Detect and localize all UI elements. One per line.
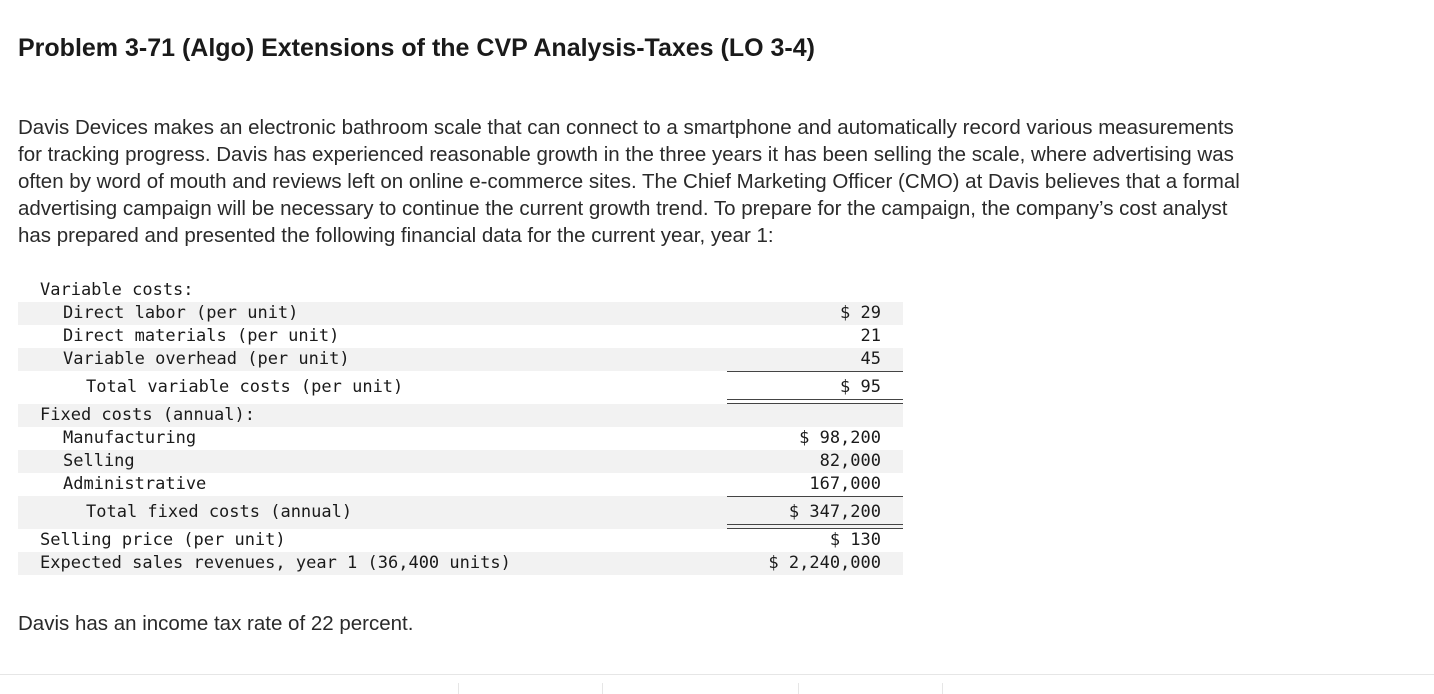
table-row — [18, 348, 903, 371]
intro-line: Davis Devices makes an electronic bathroom scale that can connect to a smartphone and automatically record various measurements — [18, 116, 1234, 139]
table-row — [18, 450, 903, 473]
selling-label: Selling — [63, 451, 135, 471]
manufacturing-label: Manufacturing — [63, 428, 197, 448]
selling-price-label: Selling price (per unit) — [40, 530, 286, 550]
table-row — [18, 302, 903, 325]
administrative-label: Administrative — [63, 474, 207, 494]
total-fixed-label: Total fixed costs (annual) — [86, 502, 353, 522]
direct-materials-value: 21 — [860, 326, 881, 346]
variable-overhead-label: Variable overhead (per unit) — [63, 349, 350, 369]
direct-materials-label: Direct materials (per unit) — [63, 326, 340, 346]
intro-line: has prepared and presented the following financial data for the current year, year 1: — [18, 224, 774, 247]
variable-overhead-value: 45 — [860, 349, 881, 369]
problem-title: Problem 3-71 (Algo) Extensions of the CVP Analysis-Taxes (LO 3-4) — [18, 34, 815, 62]
total-variable-value: $ 95 — [840, 377, 881, 397]
variable-costs-header: Variable costs: — [40, 280, 194, 300]
direct-labor-label: Direct labor (per unit) — [63, 303, 299, 323]
table-row — [18, 427, 903, 450]
direct-labor-value: $ 29 — [840, 303, 881, 323]
table-row — [18, 404, 903, 427]
column-divider — [458, 683, 459, 694]
administrative-value: 167,000 — [809, 474, 881, 494]
intro-line: often by word of mouth and reviews left on online e-commerce sites. The Chief Marketing Officer (CMO) at Davis believes that a formal — [18, 170, 1240, 193]
selling-value: 82,000 — [819, 451, 881, 471]
table-row — [18, 325, 903, 348]
expected-revenues-value: $ 2,240,000 — [768, 553, 881, 573]
fixed-costs-header: Fixed costs (annual): — [40, 405, 255, 425]
expected-revenues-label: Expected sales revenues, year 1 (36,400 units) — [40, 553, 511, 573]
table-row — [18, 371, 903, 404]
financial-data-table — [18, 279, 903, 575]
column-divider — [798, 683, 799, 694]
table-row — [18, 279, 903, 302]
column-divider — [942, 683, 943, 694]
tax-rate-note: Davis has an income tax rate of 22 percent. — [18, 612, 414, 635]
table-row — [18, 473, 903, 496]
problem-intro — [18, 114, 1430, 249]
table-row — [18, 529, 903, 552]
column-divider — [602, 683, 603, 694]
table-row — [18, 552, 903, 575]
total-variable-label: Total variable costs (per unit) — [86, 377, 404, 397]
table-row — [18, 496, 903, 529]
total-fixed-value: $ 347,200 — [788, 502, 881, 522]
intro-line: advertising campaign will be necessary to continue the current growth trend. To prepare for the campaign, the company’s cost analyst — [18, 197, 1228, 220]
answer-area-edge — [0, 674, 1434, 694]
intro-line: for tracking progress. Davis has experienced reasonable growth in the three years it has been selling the scale, where advertising was — [18, 143, 1234, 166]
selling-price-value: $ 130 — [829, 530, 881, 550]
manufacturing-value: $ 98,200 — [799, 428, 881, 448]
